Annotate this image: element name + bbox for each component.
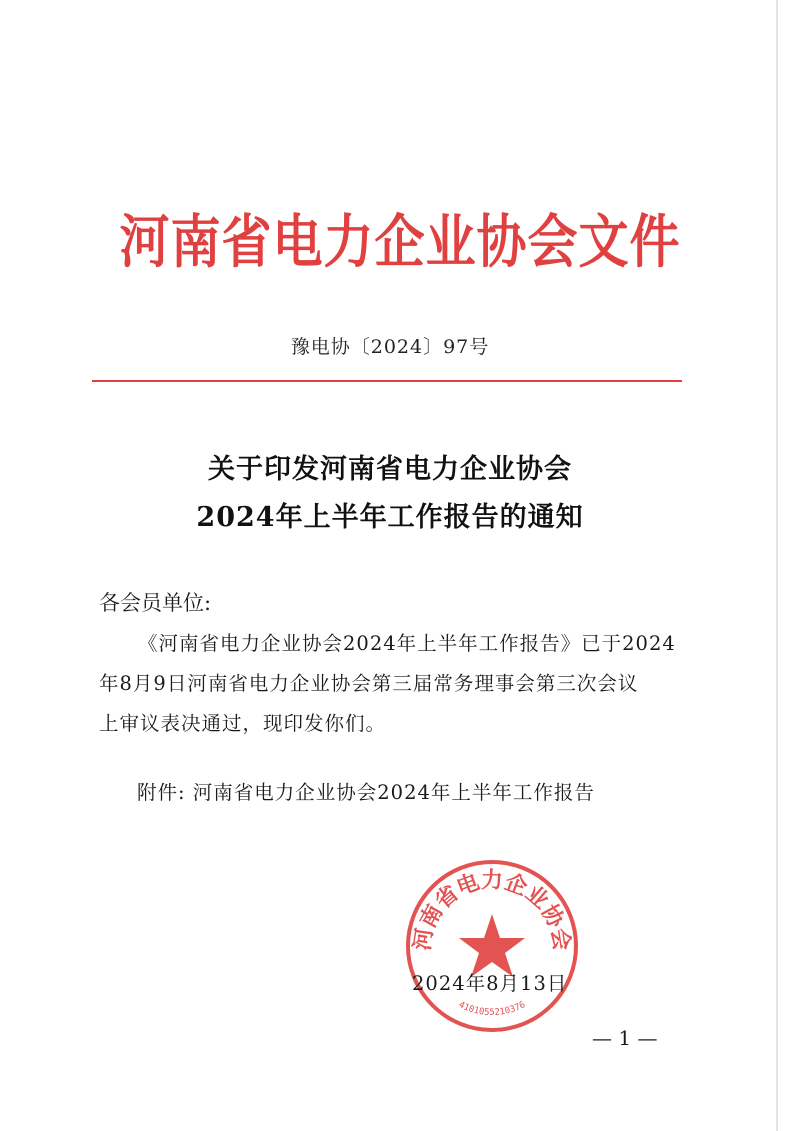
official-seal-stamp: [404, 858, 580, 1034]
salutation: 各会员单位:: [99, 591, 212, 615]
body-paragraph-line-3: 上审议表决通过，现印发你们。: [99, 712, 387, 735]
notice-title-line-2: 2024年上半年工作报告的通知: [196, 502, 584, 533]
body-paragraph-line-1: 《河南省电力企业协会2024年上半年工作报告》已于2024: [138, 632, 676, 655]
svg-text:河南省电力企业协会: 河南省电力企业协会: [409, 867, 575, 953]
svg-text:4101055210376: 4101055210376: [456, 1000, 528, 1019]
document-number: 豫电协〔2024〕97号: [290, 336, 490, 358]
issue-date: 2024年8月13日: [412, 972, 568, 995]
attachment-line: 附件: 河南省电力企业协会2024年上半年工作报告: [137, 781, 595, 804]
notice-title-line-1: 关于印发河南省电力企业协会: [208, 454, 572, 485]
document-header-title: 河南省电力企业协会文件: [119, 207, 681, 276]
page-number: — 1 —: [592, 1026, 658, 1050]
header-red-rule: [92, 380, 682, 382]
body-paragraph-line-2: 年8月9日河南省电力企业协会第三届常务理事会第三次会议: [99, 672, 639, 695]
page-edge-divider: [776, 0, 778, 1131]
